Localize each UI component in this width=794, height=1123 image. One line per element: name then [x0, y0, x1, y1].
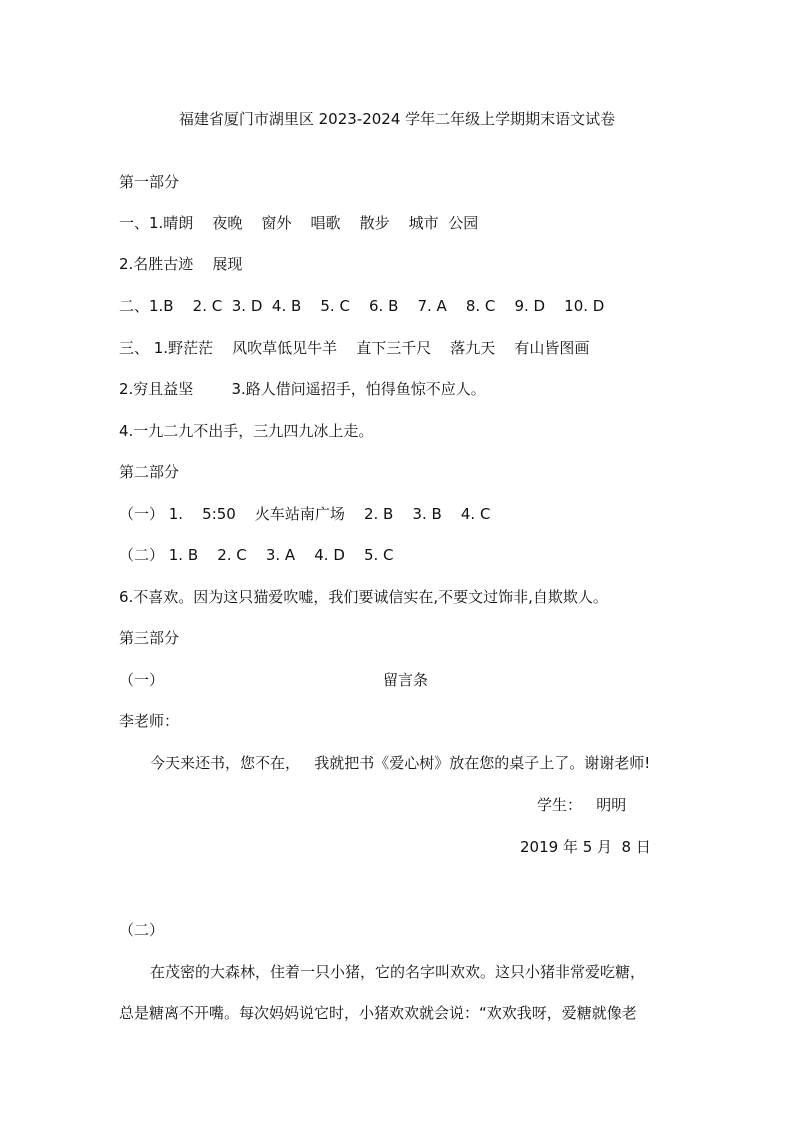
answer-line: （二） 1. B 2. C 3. A 4. D 5. C [119, 546, 394, 564]
story-line: 总是糖离不开嘴。每次妈妈说它时，小猪欢欢就会说：“欢欢我呀，爱糖就像老 [119, 1004, 637, 1022]
document-title: 福建省厦门市湖里区 2023-2024 学年二年级上学期期末语文试卷 [178, 110, 616, 128]
subsection-label: （一） [119, 671, 165, 689]
answer-line: 一、1.晴朗 夜晚 窗外 唱歌 散步 城市 公园 [119, 214, 479, 232]
answer-line: 2.穷且益坚 3.路人借问遥招手，怕得鱼惊不应人。 [119, 380, 486, 398]
section-heading-part2: 第二部分 [119, 463, 180, 481]
note-salutation: 李老师： [119, 712, 180, 730]
story-line: 在茂密的大森林，住着一只小猪，它的名字叫欢欢。这只小猪非常爱吃糖， [150, 963, 646, 981]
answer-line: 6.不喜欢。因为这只猫爱吹嘘，我们要诚信实在,不要文过饰非,自欺欺人。 [119, 588, 608, 606]
note-body: 今天来还书，您不在， 我就把书《爱心树》放在您的桌子上了。谢谢老师! [150, 754, 651, 772]
answer-line: 三、 1.野茫茫 风吹草低见牛羊 直下三千尺 落九天 有山皆图画 [119, 339, 590, 357]
section-heading-part1: 第一部分 [119, 173, 180, 191]
section-heading-part3: 第三部分 [119, 629, 180, 647]
answer-line: （一） 1. 5:50 火车站南广场 2. B 3. B 4. C [119, 505, 491, 523]
answer-line: 2.名胜古迹 展现 [119, 255, 243, 273]
subsection-label: （二） [119, 921, 165, 939]
note-title: 留言条 [383, 671, 429, 689]
answer-line: 二、1.B 2. C 3. D 4. B 5. C 6. B 7. A 8. C 9. D 10. D [119, 297, 605, 315]
answer-line: 4.一九二九不出手，三九四九冰上走。 [119, 422, 374, 440]
note-signature: 学生： 明明 [537, 796, 627, 814]
note-date: 2019 年 5 月 8 日 [520, 838, 651, 856]
